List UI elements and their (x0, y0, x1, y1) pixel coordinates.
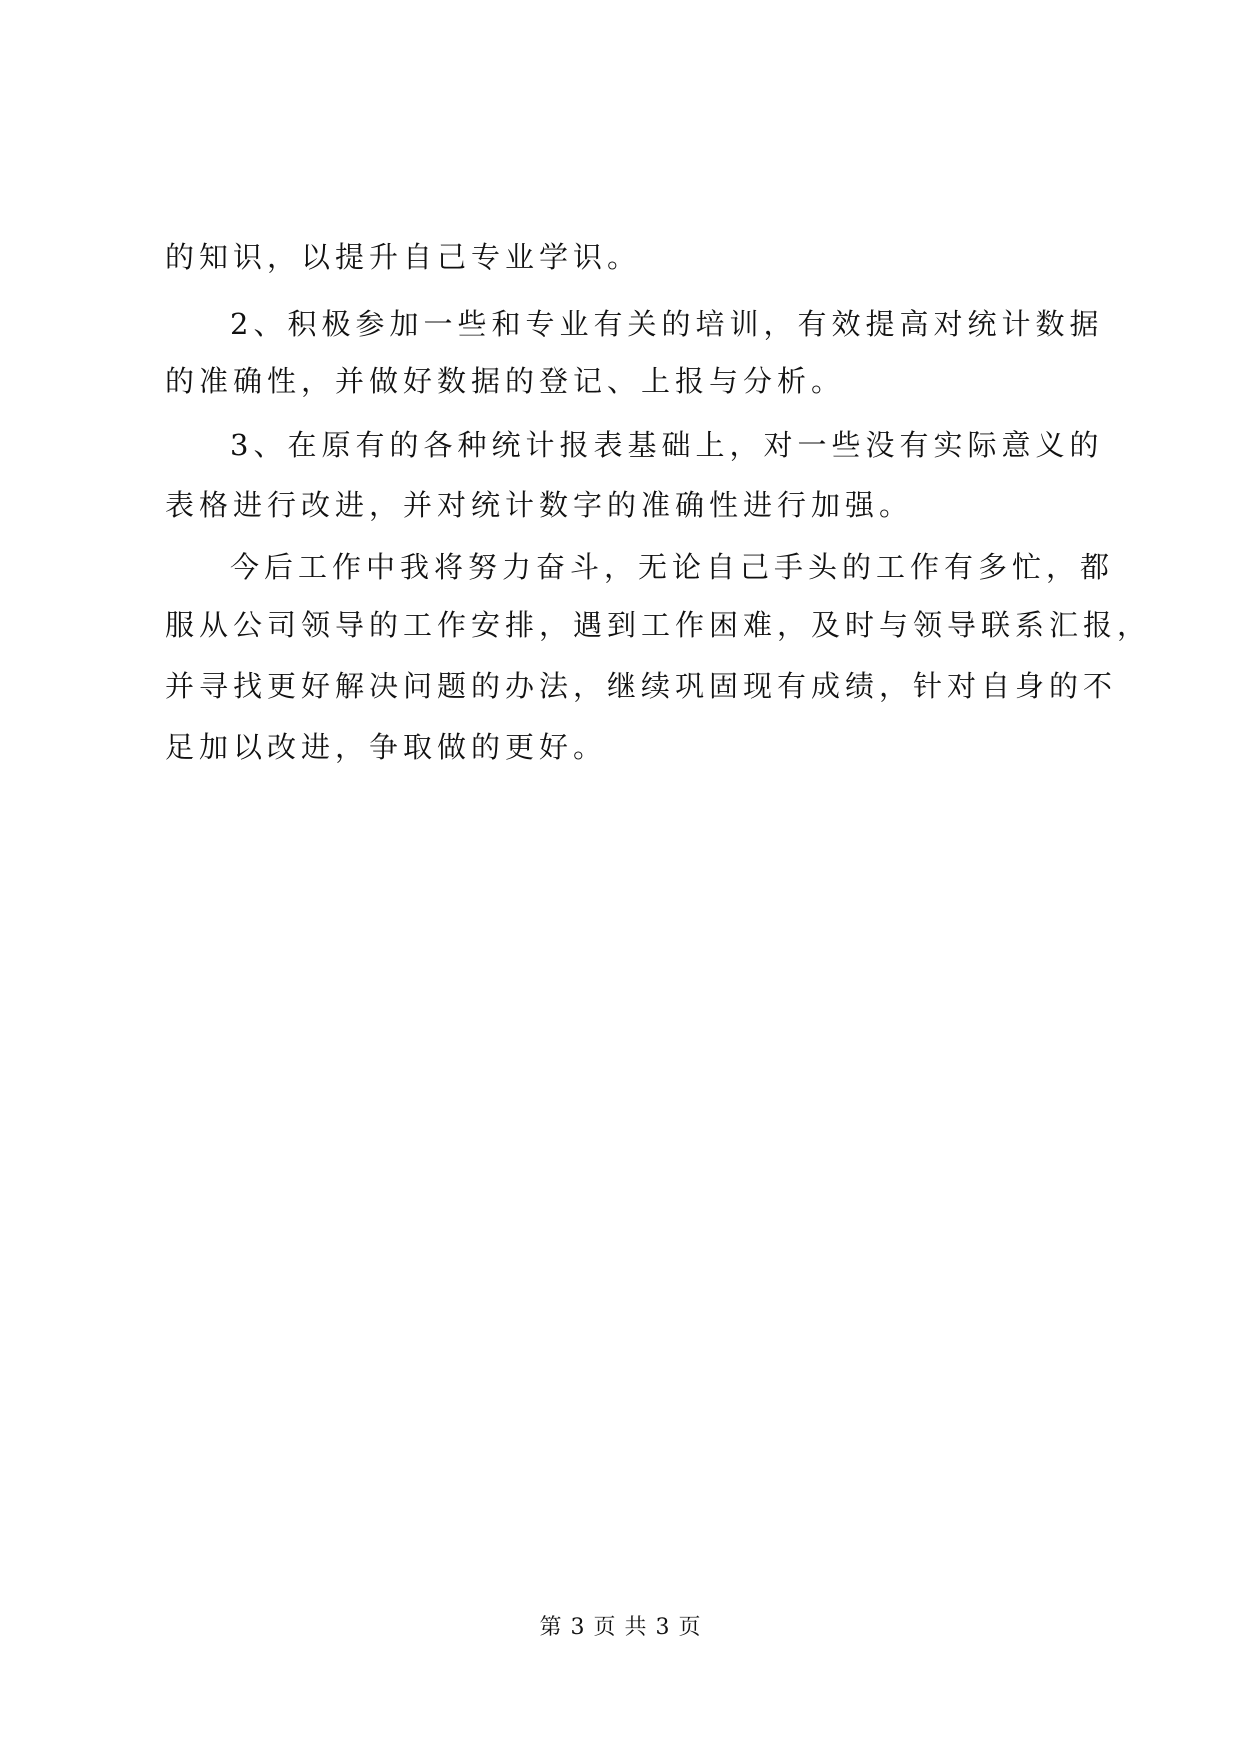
paragraph-line-4: 3、在原有的各种统计报表基础上，对一些没有实际意义的 (230, 428, 1104, 462)
paragraph-line-9: 足加以改进，争取做的更好。 (165, 730, 608, 764)
page-number-footer: 第 3 页 共 3 页 (539, 1615, 702, 1640)
paragraph-line-1: 的知识，以提升自己专业学识。 (165, 240, 642, 274)
paragraph-line-6: 今后工作中我将努力奋斗，无论自己手头的工作有多忙，都 (230, 550, 1115, 584)
paragraph-line-5: 表格进行改进，并对统计数字的准确性进行加强。 (165, 488, 914, 522)
paragraph-line-8: 并寻找更好解决问题的办法，继续巩固现有成绩，针对自身的不 (165, 669, 1118, 703)
paragraph-line-2: 2、积极参加一些和专业有关的培训，有效提高对统计数据 (230, 307, 1104, 341)
paragraph-line-7: 服从公司领导的工作安排，遇到工作困难，及时与领导联系汇报， (165, 608, 1152, 642)
paragraph-line-3: 的准确性，并做好数据的登记、上报与分析。 (165, 364, 846, 398)
